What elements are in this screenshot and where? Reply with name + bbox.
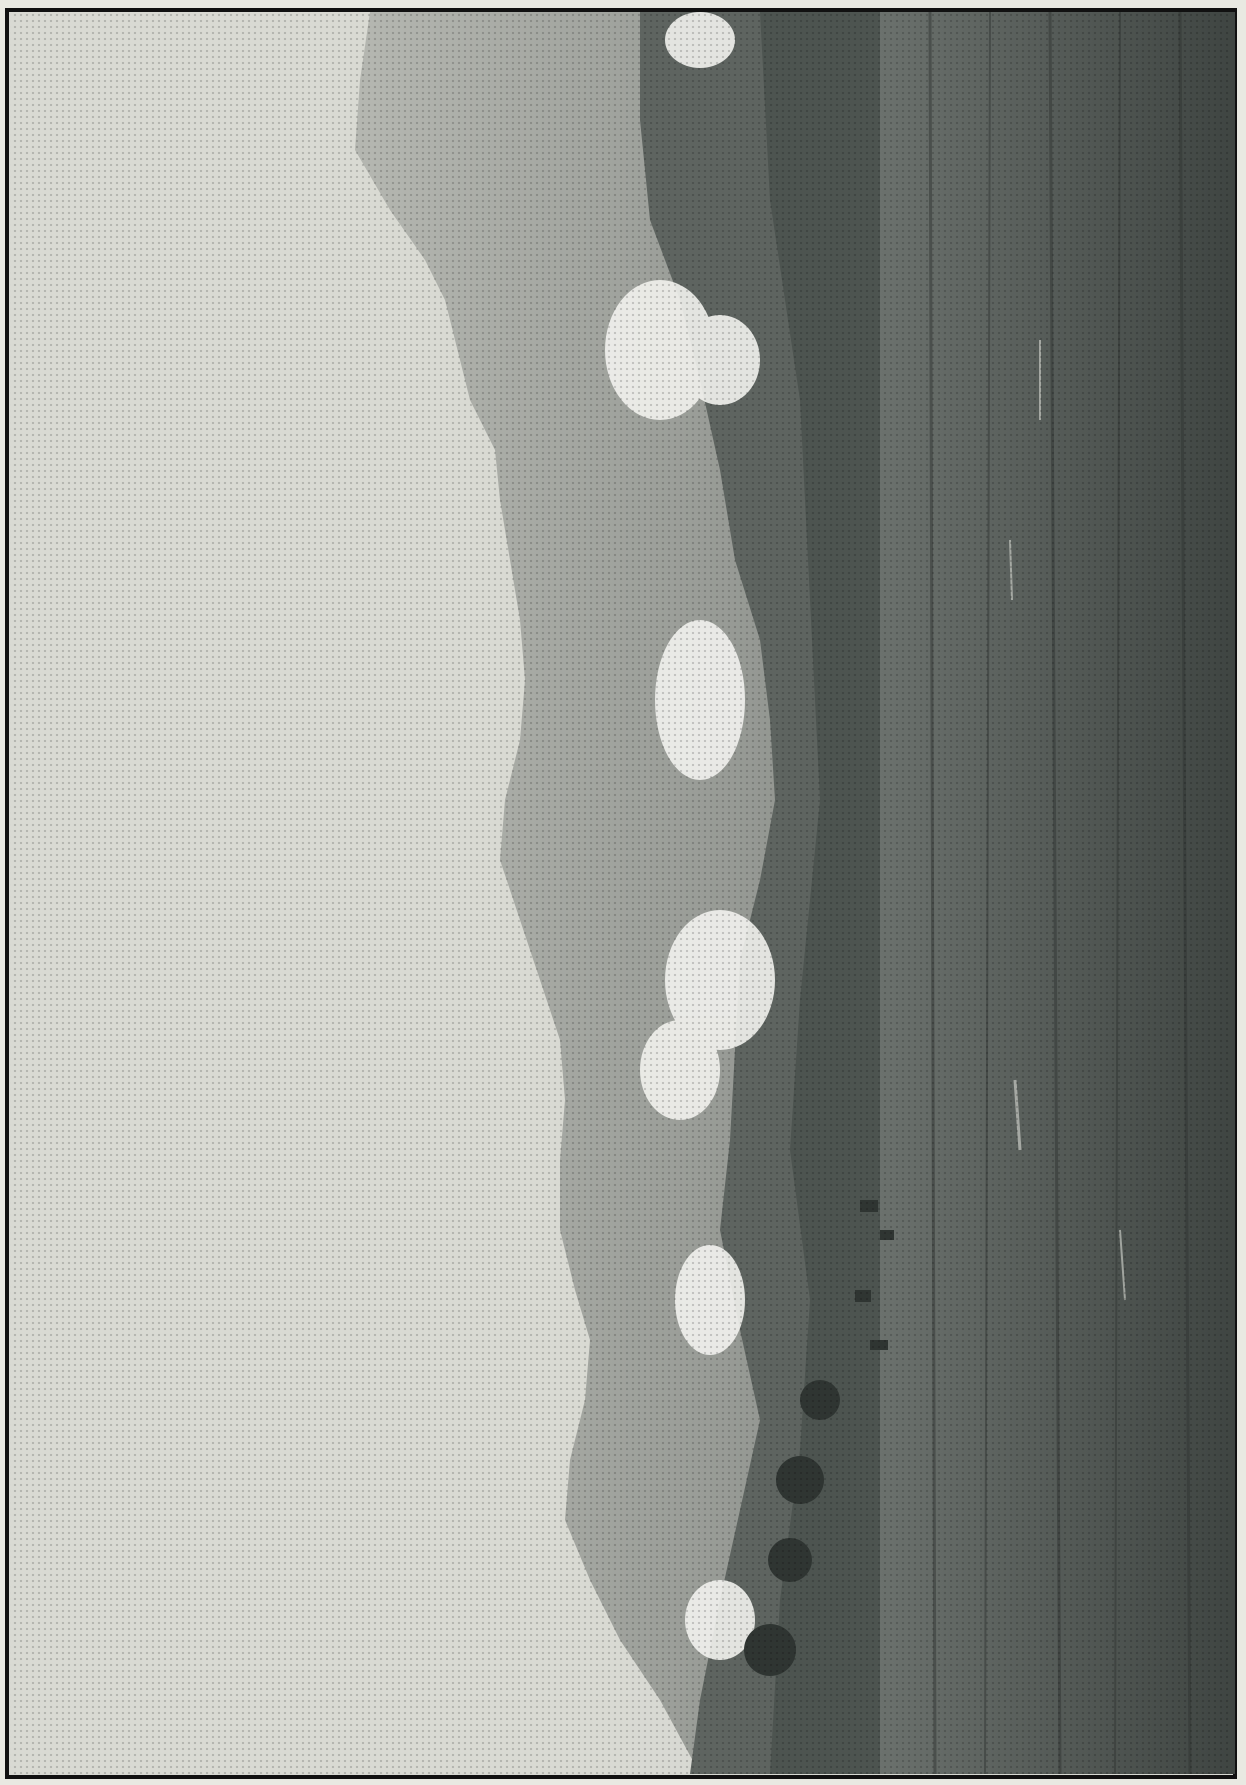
halftone-texture bbox=[10, 12, 1232, 1774]
